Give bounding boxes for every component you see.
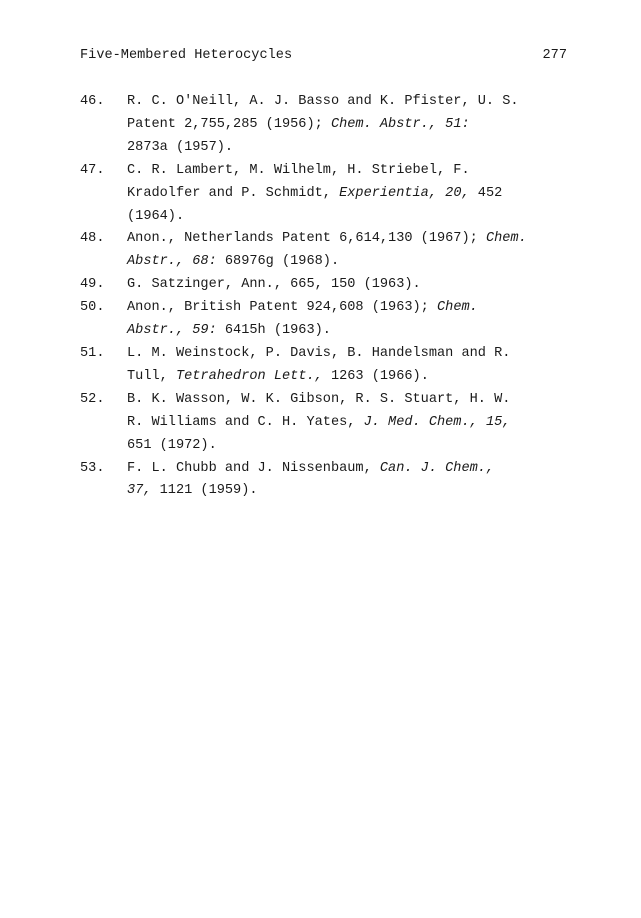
citation-text: Kradolfer and P. Schmidt, [127,185,340,201]
reference-entry [80,458,580,504]
citation-italic-text: Chem. Abstr., 51: [330,116,470,132]
reference-line [127,435,580,458]
reference-line [127,389,580,412]
running-title: Five-Membered Heterocycles [80,48,293,63]
reference-line [127,274,580,297]
reference-line [127,366,580,389]
citation-text: Anon., British Patent 924,608 (1963); [127,300,437,316]
reference-line [127,160,580,183]
reference-number: 52. [80,391,105,407]
citation-italic-text: Tetrahedron Lett., [175,368,323,384]
reference-number: 51. [80,345,105,361]
reference-number: 53. [80,460,105,476]
reference-line [127,91,580,114]
reference-list [80,91,580,503]
reference-entry [80,91,580,160]
citation-italic-text: Abstr., 68: [127,254,217,270]
citation-text: F. L. Chubb and J. Nissenbaum, [127,460,380,476]
reference-line [127,343,580,366]
reference-line [127,480,580,503]
reference-line [127,320,580,343]
reference-line [127,251,580,274]
citation-italic-text: Abstr., 59: [127,323,217,339]
reference-number: 47. [80,162,105,178]
citation-italic-text: Experientia, 20, [339,185,470,201]
citation-text: 6415h (1963). [216,323,331,339]
citation-text: Anon., Netherlands Patent 6,614,130 (1967); [127,231,486,247]
citation-text: 1121 (1959). [151,483,258,499]
citation-text: R. C. O'Neill, A. J. Basso and K. Pfister, U. S. [127,94,519,109]
reference-line [127,206,580,229]
reference-entry [80,389,580,458]
citation-italic-text: J. Med. Chem., 15, [363,414,511,430]
citation-text: (1964). [127,208,185,224]
reference-line [127,458,580,481]
citation-italic-text: Chem. [437,300,478,316]
reference-line [127,297,580,320]
reference-entry [80,274,580,297]
reference-line [127,183,580,206]
citation-text: 68976g (1968). [216,254,340,270]
citation-text: 2873a (1957). [127,139,234,155]
citation-text: C. R. Lambert, M. Wilhelm, H. Striebel, F. [127,162,470,178]
citation-text: Patent 2,755,285 (1956); [127,116,331,132]
reference-number: 50. [80,300,105,316]
reference-number: 49. [80,277,105,293]
reference-line [127,228,580,251]
reference-number: 46. [80,94,105,109]
running-head [80,45,567,69]
reference-entry [80,160,580,229]
reference-line [127,412,580,435]
citation-text: 452 [469,185,503,201]
citation-text: B. K. Wasson, W. K. Gibson, R. S. Stuart, H. W. [127,391,511,407]
citation-text: R. Williams and C. H. Yates, [127,414,364,430]
citation-text: G. Satzinger, Ann., 665, 150 (1963). [127,277,421,293]
reference-entry [80,297,580,343]
citation-italic-text: Chem. [485,231,527,247]
citation-italic-text: Can. J. Chem., [379,460,495,476]
citation-italic-text: 37, [127,483,152,499]
reference-line [127,114,580,137]
citation-text: L. M. Weinstock, P. Davis, B. Handelsman and R. [127,345,511,361]
page-number: 277 [542,48,567,63]
citation-text: 1263 (1966). [322,368,429,384]
reference-entry [80,343,580,389]
reference-number: 48. [80,231,105,247]
citation-text: 651 (1972). [127,437,217,453]
reference-line [127,137,580,160]
citation-text: Tull, [127,368,176,384]
reference-entry [80,228,580,274]
